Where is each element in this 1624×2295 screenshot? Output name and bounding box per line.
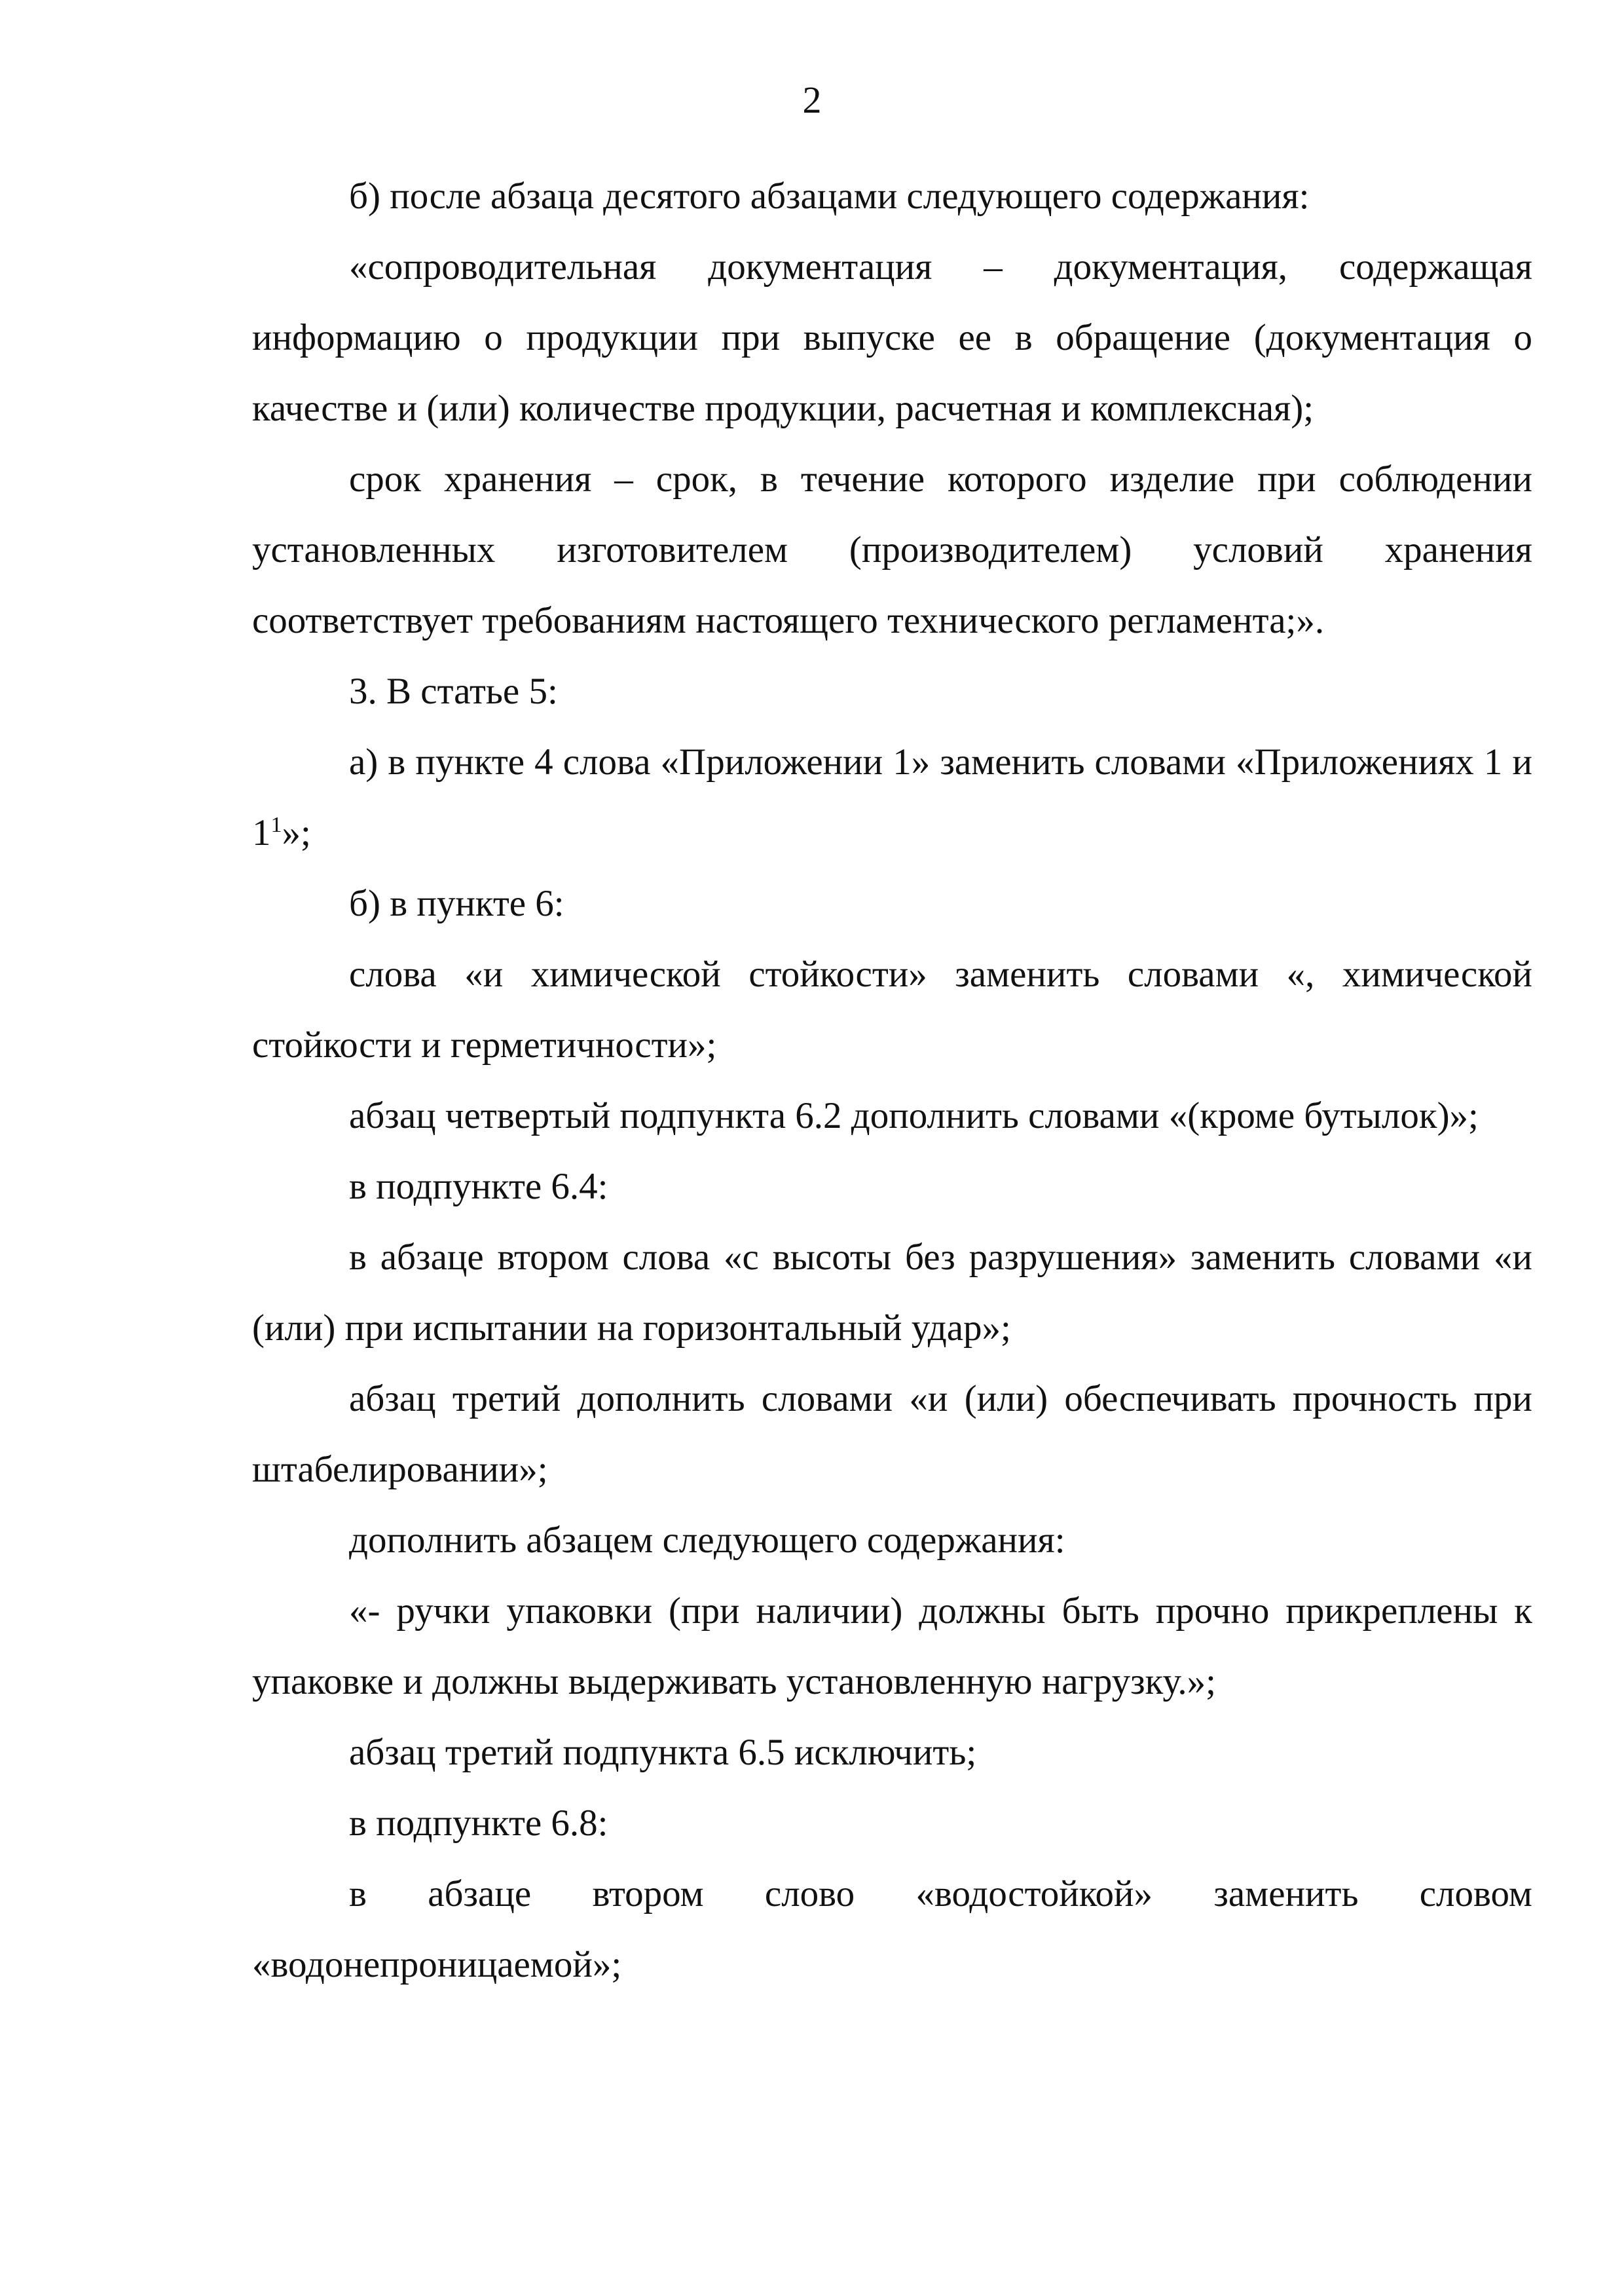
paragraph: б) после абзаца десятого абзацами следующего содержания:	[349, 176, 1310, 217]
document-body	[252, 161, 1532, 2000]
paragraph: в абзаце втором слова «с высоты без разрушения» заменить словами «и (или) при испытании на горизонтальный удар»;	[252, 1237, 1532, 1349]
paragraph: срок хранения – срок, в течение которого изделие при соблюдении установленных изготовителем (производителем) условий хранения соответствует требованиям настоящего технического регламента;».	[252, 458, 1532, 641]
appendix-ref-suffix: »;	[282, 812, 311, 853]
paragraph: 3. В статье 5:	[349, 671, 558, 712]
paragraph-with-appendix-ref	[252, 727, 1532, 868]
paragraph-text: а) в пункте 4 слова «Приложении 1» заменить словами	[349, 741, 1226, 783]
appendix-superscript: 1	[270, 813, 282, 837]
paragraph: дополнить абзацем следующего содержания:	[349, 1520, 1065, 1561]
paragraph: абзац третий дополнить словами «и (или) обеспечивать прочность при штабелировании»;	[252, 1378, 1532, 1490]
paragraph: «- ручки упаковки (при наличии) должны быть прочно прикреплены к упаковке и должны выдерживать установленную нагрузку.»;	[252, 1590, 1532, 1702]
paragraph: абзац третий подпункта 6.5 исключить;	[349, 1732, 977, 1773]
paragraph: б) в пункте 6:	[349, 883, 564, 924]
paragraph: «сопроводительная документация – документация, содержащая информацию о продукции при выпуске ее в обращение (документация о качестве и (или) количестве продукции, расчетная и комплексная);	[252, 246, 1532, 429]
paragraph: в абзаце втором слово «водостойкой» заменить словом «водонепроницаемой»;	[252, 1873, 1532, 1985]
paragraph: абзац четвертый подпункта 6.2 дополнить словами «(кроме бутылок)»;	[349, 1095, 1479, 1136]
page-number: 2	[802, 79, 822, 121]
paragraph: в подпункте 6.4:	[349, 1166, 608, 1207]
appendix-ref-text: «Приложениях 1 и 1	[252, 741, 1532, 853]
paragraph: слова «и химической стойкости» заменить словами «, химической стойкости и герметичности»;	[252, 954, 1532, 1066]
paragraph: в подпункте 6.8:	[349, 1802, 608, 1844]
